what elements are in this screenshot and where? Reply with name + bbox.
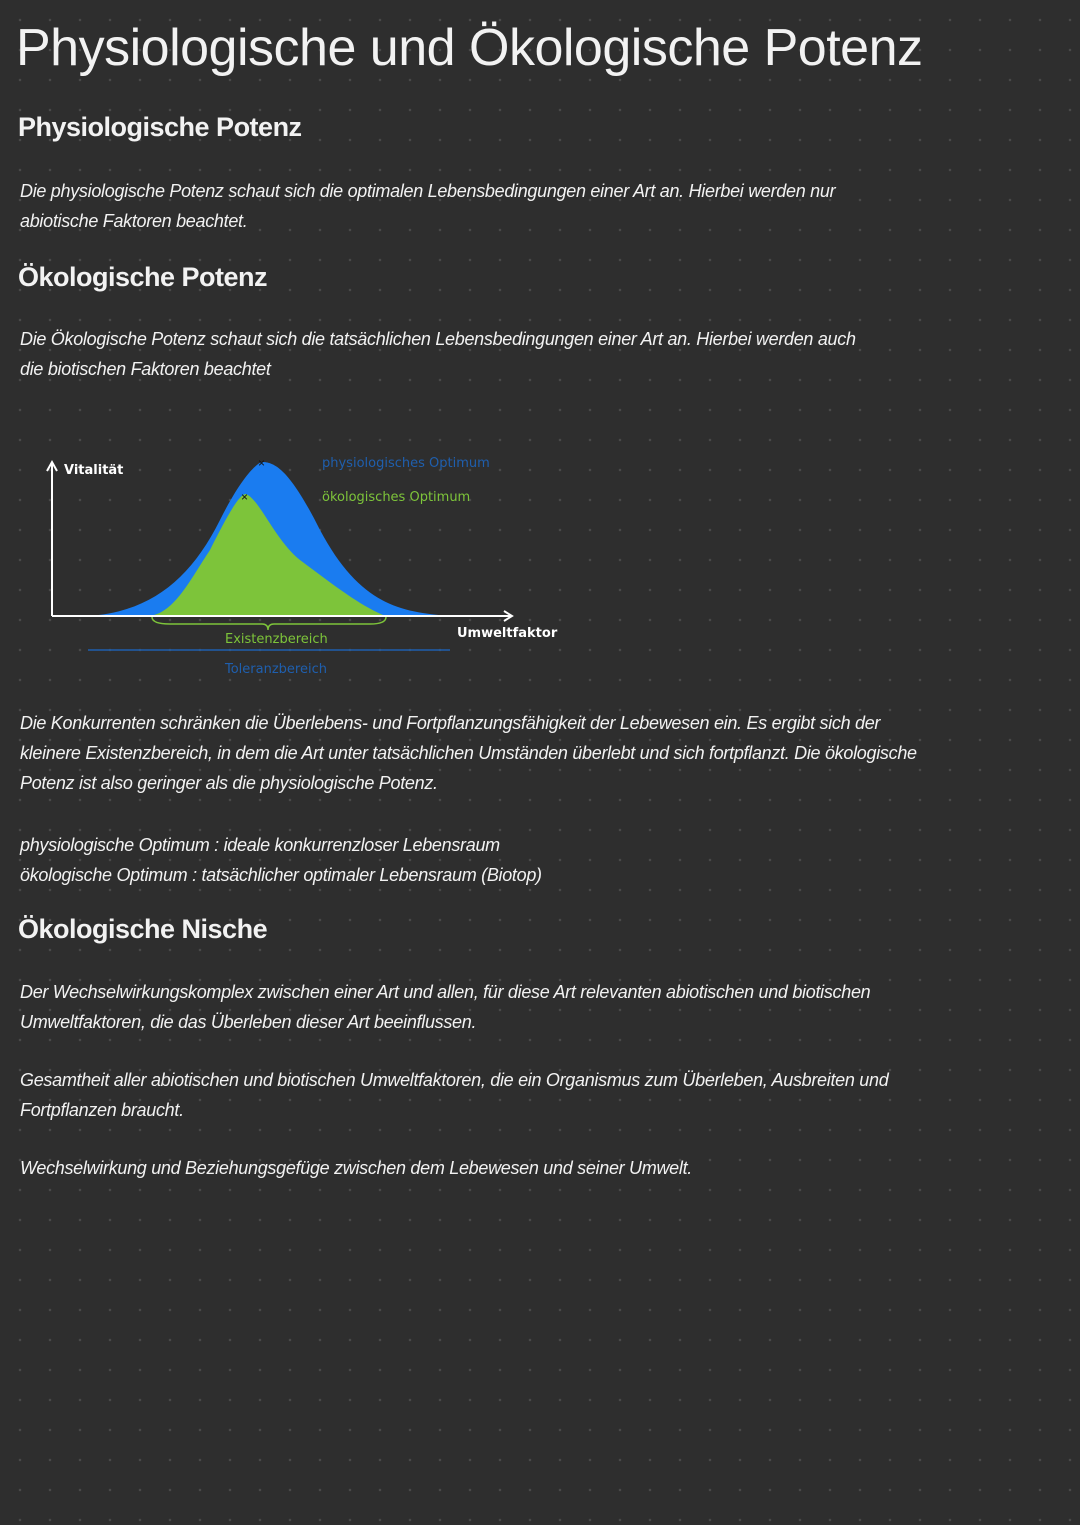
toleranz-label: Toleranzbereich	[225, 662, 327, 677]
nische-definition-2	[20, 1065, 1068, 1125]
text-line: Potenz ist also geringer als die physiologische Potenz.	[20, 773, 438, 793]
text-line: Umweltfaktoren, die das Überleben dieser Art beeinflussen.	[20, 1012, 477, 1032]
text-line: Gesamtheit aller abiotischen und biotischen Umweltfaktoren, die ein Organismus zum Überleben, Ausbreiten und	[20, 1070, 889, 1090]
heading-physiologische-potenz: Physiologische Potenz	[18, 112, 302, 142]
heading-oekologische-potenz: Ökologische Potenz	[18, 262, 268, 292]
y-axis-label: Vitalität	[64, 463, 124, 478]
existenz-label: Existenzbereich	[225, 632, 328, 647]
text-line: Der Wechselwirkungskomplex zwischen einer Art und allen, für diese Art relevanten abiotischen und biotischen	[20, 982, 871, 1002]
heading-oekologische-nische: Ökologische Nische	[18, 914, 268, 944]
text-line: Fortpflanzen braucht.	[20, 1100, 184, 1120]
text-line: Wechselwirkung und Beziehungsgefüge zwischen dem Lebewesen und seiner Umwelt.	[20, 1158, 692, 1178]
text-line: abiotische Faktoren beachtet.	[20, 211, 248, 231]
oeko-optimum-marker: ×	[241, 490, 249, 504]
text-line: kleinere Existenzbereich, in dem die Art unter tatsächlichen Umständen überlebt und sich fortpflanzt. Die ökologische	[20, 743, 917, 763]
text-line: Die Konkurrenten schränken die Überlebens- und Fortpflanzungsfähigkeit der Lebewesen ein. Es ergibt sich der	[20, 713, 881, 733]
optima-definitions	[20, 830, 1068, 890]
potenz-diagram	[0, 0, 1080, 700]
text-line: Die physiologische Potenz schaut sich die optimalen Lebensbedingungen einer Art an. Hierbei werden nur	[20, 181, 836, 201]
page-title: Physiologische und Ökologische Potenz	[16, 19, 923, 77]
text-line: die biotischen Faktoren beachtet	[20, 359, 271, 379]
physio-optimum-label: physiologisches Optimum	[322, 456, 490, 471]
text-line: ökologische Optimum : tatsächlicher optimaler Lebensraum (Biotop)	[20, 865, 542, 885]
physio-optimum-marker: ×	[258, 456, 266, 470]
oeko-optimum-label: ökologisches Optimum	[322, 490, 471, 505]
nische-definition-1	[20, 977, 1068, 1037]
text-line: physiologische Optimum : ideale konkurrenzloser Lebensraum	[20, 835, 500, 855]
existenz-brace	[152, 617, 386, 630]
text-line: Die Ökologische Potenz schaut sich die tatsächlichen Lebensbedingungen einer Art an. Hierbei werden auch	[20, 329, 856, 349]
x-axis-label: Umweltfaktor	[457, 626, 558, 641]
konkurrenz-text	[20, 708, 1068, 798]
nische-definition-3	[20, 1153, 1068, 1183]
